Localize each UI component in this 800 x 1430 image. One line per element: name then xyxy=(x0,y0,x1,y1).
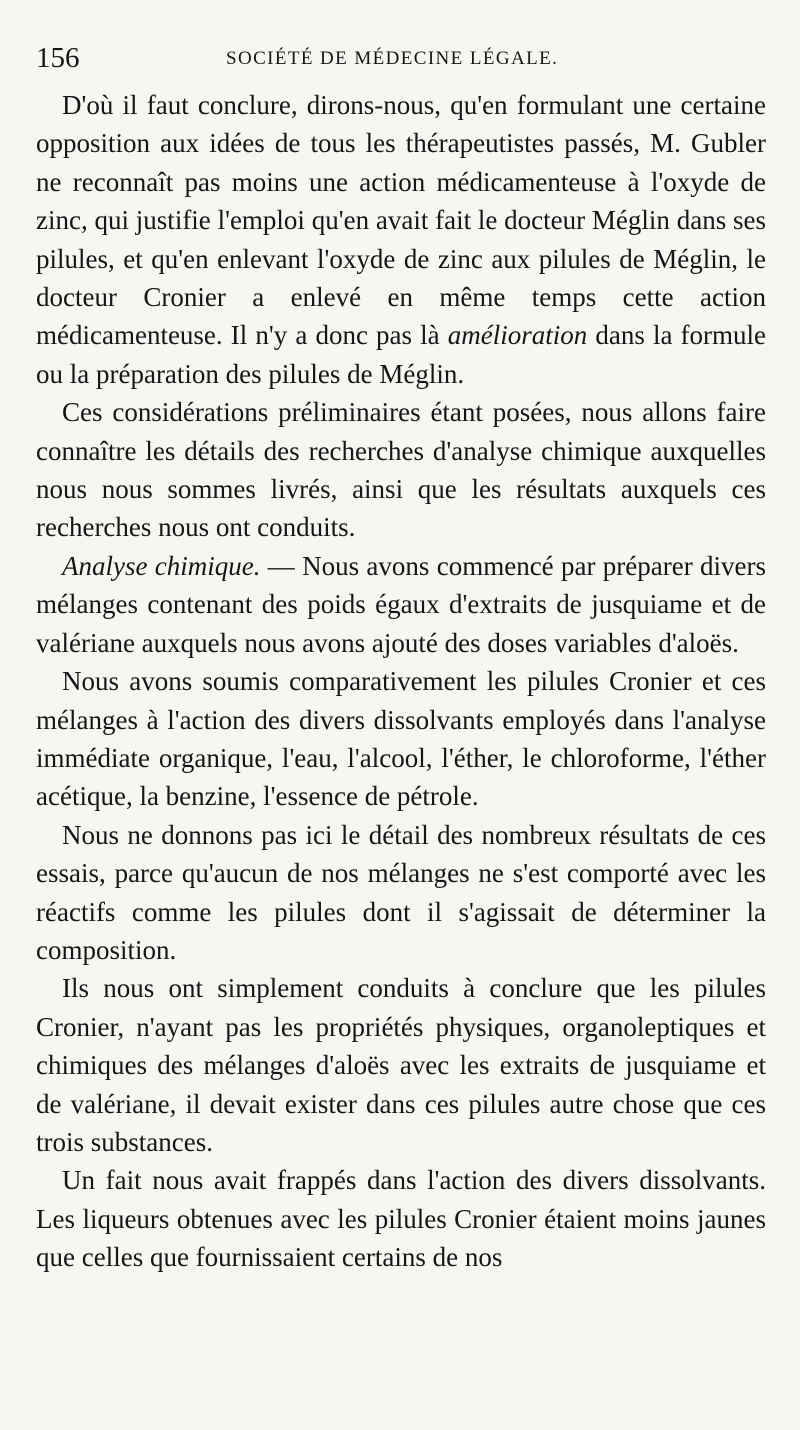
page-number: 156 xyxy=(36,42,80,74)
paragraph-text: Nous avons soumis comparativement les pilules Cronier et ces mélanges à l'action des divers dissolvants employés dans l'analyse immédiate organique, l'eau, l'alcool, l'éther, le chloroforme, l'éther acétique, la benzine, l'essence de pétrole. xyxy=(36,666,766,812)
emphasis-term: amélioration xyxy=(447,320,588,351)
paragraph-preliminary xyxy=(36,393,766,547)
page-header xyxy=(36,40,766,80)
paragraph-text-after: dans la formule ou la préparation des pilules de Méglin. xyxy=(36,320,767,389)
paragraph-text: Ces considérations préliminaires étant posées, nous allons faire connaître les détails des recherches d'analyse chimique auxquelles nous nous sommes livrés, ainsi que les résultats auxquels ces recherches nous ont conduits. xyxy=(36,397,766,543)
body-text xyxy=(36,86,766,1277)
section-run-in-heading: Analyse chimique. xyxy=(62,550,261,581)
paragraph-text: — Nous avons commencé par préparer divers mélanges contenant des poids égaux d'extraits de jusquiame et de valériane auxquels nous avons ajouté des doses variables d'aloës. xyxy=(36,550,766,658)
paragraph-text: D'où il faut conclure, dirons-nous, qu'en formulant une certaine opposition aux idées de tous les thérapeutistes passés, M. Gubler ne reconnaît pas moins une action médicamenteuse à l'oxyde de zinc, qui justifie l'emploi qu'en avait fait le docteur Méglin dans ses pilules, et qu'en enlevant l'oxyde de zinc aux pilules de Méglin, le docteur Cronier a enlevé en même temps cette action médicamenteuse. Il n'y a donc pas là xyxy=(36,90,766,351)
paragraph-text: Un fait nous avait frappés dans l'action des divers dissolvants. Les liqueurs obtenues avec les pilules Cronier étaient moins jaunes que celles que fournissaient certains de nos xyxy=(36,1165,766,1273)
paragraph-conclusion xyxy=(36,86,766,393)
running-head: SOCIÉTÉ DE MÉDECINE LÉGALE. xyxy=(226,48,559,69)
paragraph-results xyxy=(36,816,766,970)
paragraph-text: Nous ne donnons pas ici le détail des nombreux résultats de ces essais, parce qu'aucun de nos mélanges ne s'est comporté avec les réactifs comme les pilules dont il s'agissait de déterminer la composition. xyxy=(36,819,766,965)
paragraph-chemical-analysis xyxy=(36,547,766,662)
paragraph-text: Ils nous ont simplement conduits à conclure que les pilules Cronier, n'ayant pas les propriétés physiques, organoleptiques et chimiques des mélanges d'aloës avec les extraits de jusquiame et de valériane, il devait exister dans ces pilules autre chose que ces trois substances. xyxy=(36,973,766,1157)
paragraph-observation xyxy=(36,1161,766,1276)
paragraph-solvents xyxy=(36,662,766,816)
paragraph-conclusion-substances xyxy=(36,969,766,1161)
